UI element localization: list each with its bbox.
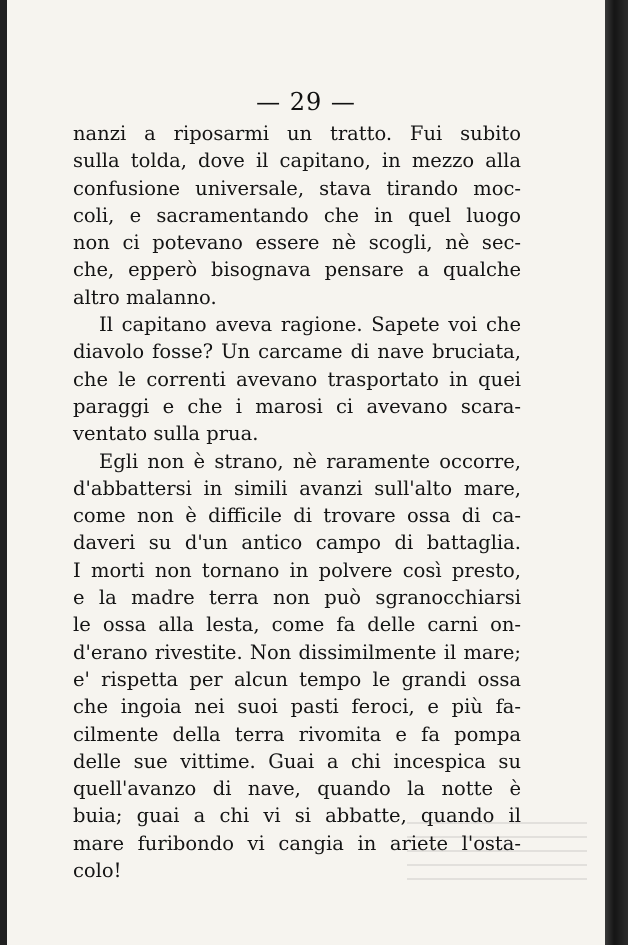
text-line: daveri su d'un antico campo di battaglia. (73, 531, 521, 555)
text-line: coli, e sacramentando che in quel luogo (73, 203, 521, 227)
text-line: Il capitano aveva ragione. Sapete voi che (99, 313, 521, 337)
text-line: Egli non è strano, nè raramente occorre, (99, 449, 521, 473)
book-page (7, 0, 605, 945)
text-line: nanzi a riposarmi un tratto. Fui subito (73, 122, 521, 145)
text-line: e' rispetta per alcun tempo le grandi ossa (73, 667, 521, 691)
text-line: diavolo fosse? Un carcame di nave bruciata, (73, 340, 521, 364)
text-line: le ossa alla lesta, come fa delle carni on- (73, 613, 521, 637)
text-line: sulla tolda, dove il capitano, in mezzo alla (73, 149, 521, 173)
text-line: mare furibondo vi cangia in ariete l'osta- (73, 831, 521, 855)
text-line: d'abbattersi in simili avanzi sull'alto mare, (73, 476, 521, 500)
text-line: che le correnti avevano trasportato in quei (73, 367, 521, 391)
text-line: che, epperò bisognava pensare a qualche (73, 258, 521, 282)
text-line: d'erano rivestite. Non dissimilmente il mare; (73, 640, 521, 664)
text-line: paraggi e che i marosi ci avevano scara- (73, 394, 521, 418)
text-line: I morti non tornano in polvere così presto, (73, 558, 521, 582)
body-text (73, 120, 521, 884)
text-line: come non è difficile di trovare ossa di ca- (73, 504, 521, 528)
text-line: che ingoia nei suoi pasti feroci, e più fa- (73, 695, 521, 719)
text-line: cilmente della terra rivomita e fa pompa (73, 722, 521, 746)
text-line: colo! (73, 859, 122, 883)
text-line: e la madre terra non può sgranocchiarsi (73, 586, 521, 610)
page-edge-right (605, 0, 628, 945)
text-line: altro malanno. (73, 285, 217, 309)
text-line: delle sue vittime. Guai a chi incespica su (73, 749, 521, 773)
page-number: — 29 — (256, 88, 356, 116)
text-line: ventato sulla prua. (73, 422, 259, 446)
text-line: non ci potevano essere nè scogli, nè sec- (73, 231, 521, 255)
text-line: confusione universale, stava tirando moc- (73, 176, 521, 200)
text-line: buia; guai a chi vi si abbatte, quando il (73, 804, 521, 828)
text-line: quell'avanzo di nave, quando la notte è (73, 777, 521, 801)
page-edge-left (0, 0, 7, 945)
